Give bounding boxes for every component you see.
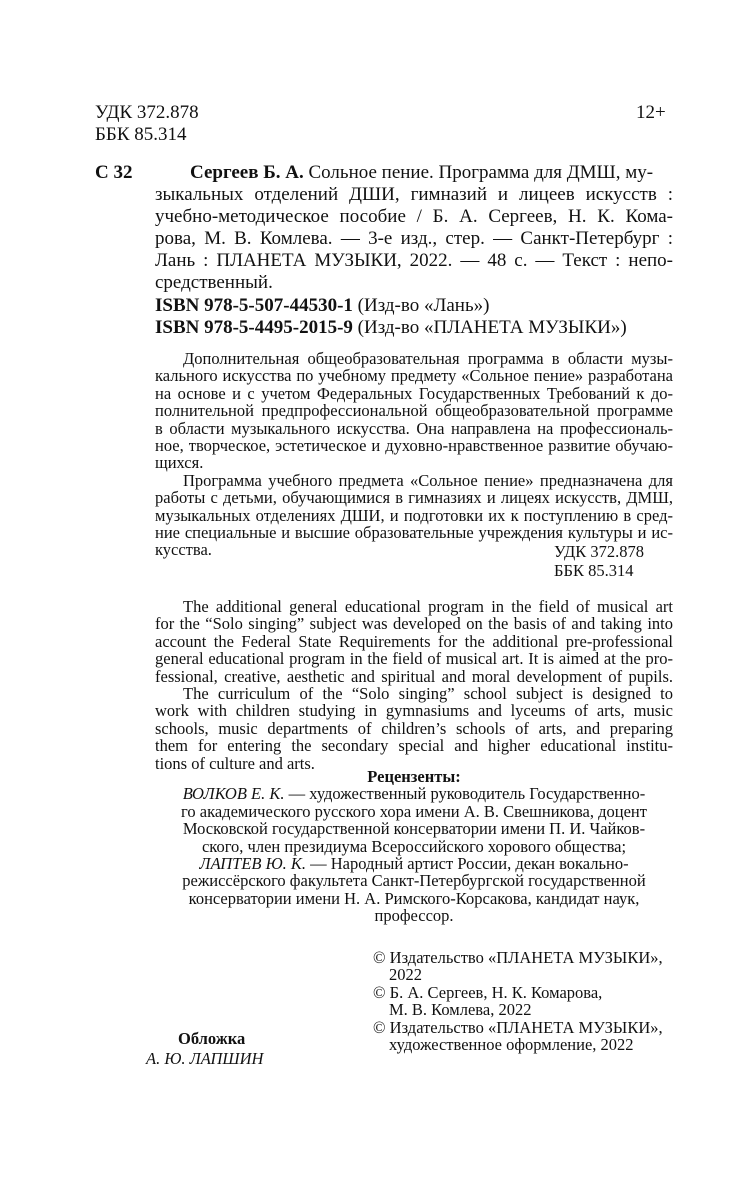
description-line: рова, М. В. Комлева. — 3-е изд., стер. — Санкт-Петербург : [155,228,673,249]
description-line: зыкальных отделений ДШИ, гимназий и лицеев искусств : [155,184,673,205]
reviewer-line: Московской государственной консерватории имени П. И. Чайков- [182,819,646,839]
reviewers-block [155,768,673,925]
author-name: Сергеев Б. А. [190,162,304,183]
annotation-line: на основе и с учетом Федеральных Государственных Требований к до- [155,383,673,403]
description-line: Сергеев Б. А. Сольное пение. Программа для ДМШ, му- [190,162,654,183]
reviewer-line: профессор. [374,906,454,926]
reviewers-title: Рецензенты: [367,767,461,786]
annotation-line: schools, music departments of children’s schools of arts, and preparing [155,718,673,738]
reviewer-name: ЛАПТЕВ Ю. К. [199,854,306,874]
annotation-english [155,598,673,772]
cover-artist: А. Ю. ЛАПШИН [146,1049,264,1068]
reviewer-line: ЛАПТЕВ Ю. К. — Народный артист России, декан вокально- [199,854,629,874]
annotation-line: ние специальные и высшие образовательные учреждения культуры и ис- [155,523,673,543]
annotation-line: полнительной предпрофессиональной общеобразовательной программе [155,401,673,421]
annotation-line: музыкальных отделениях ДШИ, и подготовки их к поступлению в сред- [155,505,673,525]
copyright-block [373,949,663,1053]
copyright-line: художественное оформление, 2022 [389,1035,634,1055]
reviewer-line: го академического русского хора имени А. В. Свешникова, доцент [181,801,647,821]
age-rating: 12+ [636,102,666,123]
annotation-line: them for entering the secondary special and higher educational institu- [155,736,673,756]
isbn-line: ISBN 978-5-507-44530-1 (Изд-во «Лань») [155,295,490,316]
annotation-line: Программа учебного предмета «Сольное пение» предназначена для [183,470,673,490]
reviewer-name: ВОЛКОВ Е. К. [182,784,285,804]
annotation-line: account the Federal State Requirements for the additional pre-professional [155,631,673,651]
annotation-line: Дополнительная общеобразовательная программа в области музы- [183,349,673,368]
annotation-line: кусства. [155,540,212,560]
bbk-code: ББК 85.314 [95,124,187,145]
annotation-line: The additional general educational program in the field of musical art [183,597,673,616]
copyright-line: © Издательство «ПЛАНЕТА МУЗЫКИ», [373,1017,663,1037]
annotation-line: The curriculum of the “Solo singing” school subject is designed to [183,684,673,704]
annotation-classification [554,543,644,580]
reviewer-line: ВОЛКОВ Е. К. — художественный руководитель Государственно- [182,784,646,804]
annotation-line: fessional, creative, aesthetic and spiritual and moral development of pupils. [155,666,673,686]
reviewer-line: консерватории имени Н. А. Римского-Корсакова, кандидат наук, [188,888,640,908]
copyright-line: © Издательство «ПЛАНЕТА МУЗЫКИ», [373,948,663,967]
annotation-line: work with children studying in gymnasiums and lyceums of arts, music [155,701,673,721]
annotation-line: for the “Solo singing” subject was developed on the basis of and taking into [155,614,673,634]
annotation-line: tions of culture and arts. [155,753,315,773]
isbn-block [155,295,627,339]
annotation-line: работы с детьми, обучающимися в гимназиях и лицеях искусств, ДМШ, [155,488,673,508]
description-line: учебно-методическое пособие / Б. А. Сергеев, Н. К. Кома- [155,206,673,227]
udk-code: УДК 372.878 [95,102,199,123]
cover-label: Обложка [178,1029,246,1048]
reviewer-line: ского, член президиума Всероссийского хорового общества; [201,836,627,856]
annotation-line: в области музыкального искусства. Она направлена на профессиональ- [155,418,673,438]
copyright-line: 2022 [389,965,422,985]
annotation-bbk: ББК 85.314 [554,561,634,581]
description-line: Лань : ПЛАНЕТА МУЗЫКИ, 2022. — 48 с. — Текст : непо- [155,250,673,271]
bibliographic-description [155,162,673,294]
isbn-line: ISBN 978-5-4495-2015-9 (Изд-во «ПЛАНЕТА МУЗЫКИ») [155,317,627,338]
annotation-line: ное, творческое, эстетическое и духовно-нравственное развитие обучаю- [155,436,673,456]
description-line: средственный. [155,272,273,293]
copyright-line: М. В. Комлева, 2022 [389,1000,532,1020]
annotation-line: щихся. [155,453,204,473]
annotation-udk: УДК 372.878 [554,542,645,561]
annotation-line: general educational program in the field of musical art. It is aimed at the pro- [155,649,673,669]
annotation-line: кального искусства по учебному предмету «Сольное пение» разработана [155,366,673,386]
copyright-line: © Б. А. Сергеев, Н. К. Комарова, [373,982,603,1002]
author-mark: С 32 [95,162,133,183]
reviewer-line: режиссёрского факультета Санкт-Петербургской государственной [182,871,646,891]
annotation-russian [155,350,673,559]
